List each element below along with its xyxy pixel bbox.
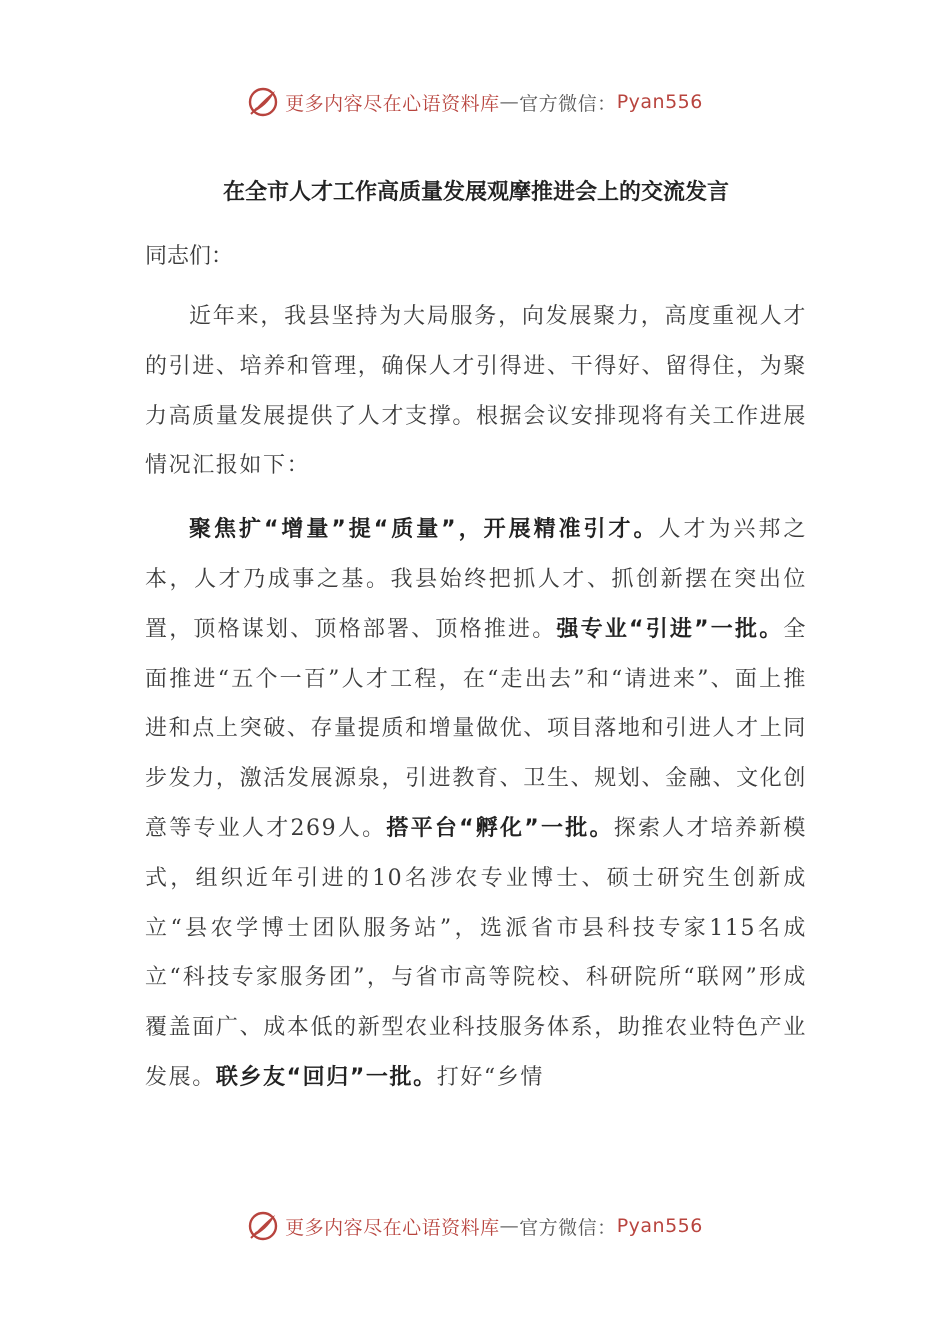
salutation: 同志们： [145,244,234,269]
footer-watermark [0,1210,950,1242]
watermark-wechat-label: 官方微信： [519,1216,617,1239]
quill-logo-icon [247,86,279,118]
subheading-professional: 强专业“引进”一批。 [556,616,784,642]
paragraph-text: 全面推进“五个一百”人才工程，在“走出去”和“请进来”、面上推进和点上突破、存量提质和增量做优、项目落地和引进人才上同步发力，激活发展源泉，引进教育、卫生、规划、金融、文化创意等专业人才269人。 [145,616,808,841]
paragraph-text: 打好“乡情 [436,1064,544,1090]
watermark-wechat-id: Pyan556 [616,91,703,113]
watermark-dash: — [499,1215,520,1237]
subheading-hometown: 联乡友“回归”一批。 [215,1064,437,1090]
paragraph-intro: 近年来，我县坚持为大局服务，向发展聚力，高度重视人才的引进、培养和管理，确保人才引得进、干得好、留得住，为聚力高质量发展提供了人才支撑。根据会议安排现将有关工作进展情况汇报如下： [145,304,807,479]
watermark-wechat-label: 官方微信： [519,92,617,115]
paragraph-talent-introduction [145,505,807,1103]
subheading-platform: 搭平台“孵化”一批。 [386,815,614,841]
document-title: 在全市人才工作高质量发展观摩推进会上的交流发言 [222,180,729,205]
quill-logo-icon [247,1210,279,1242]
watermark-site-name: 更多内容尽在心语资料库 [285,1216,500,1239]
paragraph-text: 人才为兴邦之本，人才乃成事之基。我县始终把抓人才、抓创新摆在突出位置，顶格谋划、顶格部署、顶格推进。 [145,517,807,642]
document-body [145,172,807,1117]
header-watermark [0,86,950,118]
watermark-site-name: 更多内容尽在心语资料库 [285,92,500,115]
section-heading: 聚焦扩“增量”提“质量”，开展精准引才。 [189,517,659,543]
watermark-dash: — [499,91,520,113]
watermark-wechat-id: Pyan556 [616,1215,703,1237]
paragraph-text: 探索人才培养新模式，组织近年引进的10名涉农专业博士、硕士研究生创新成立“县农学博士团队服务站”，选派省市县科技专家115名成立“科技专家服务团”，与省市高等院校、科研院所“联网”形成覆盖面广、成本低的新型农业科技服务体系，助推农业特色产业发展。 [145,815,808,1090]
